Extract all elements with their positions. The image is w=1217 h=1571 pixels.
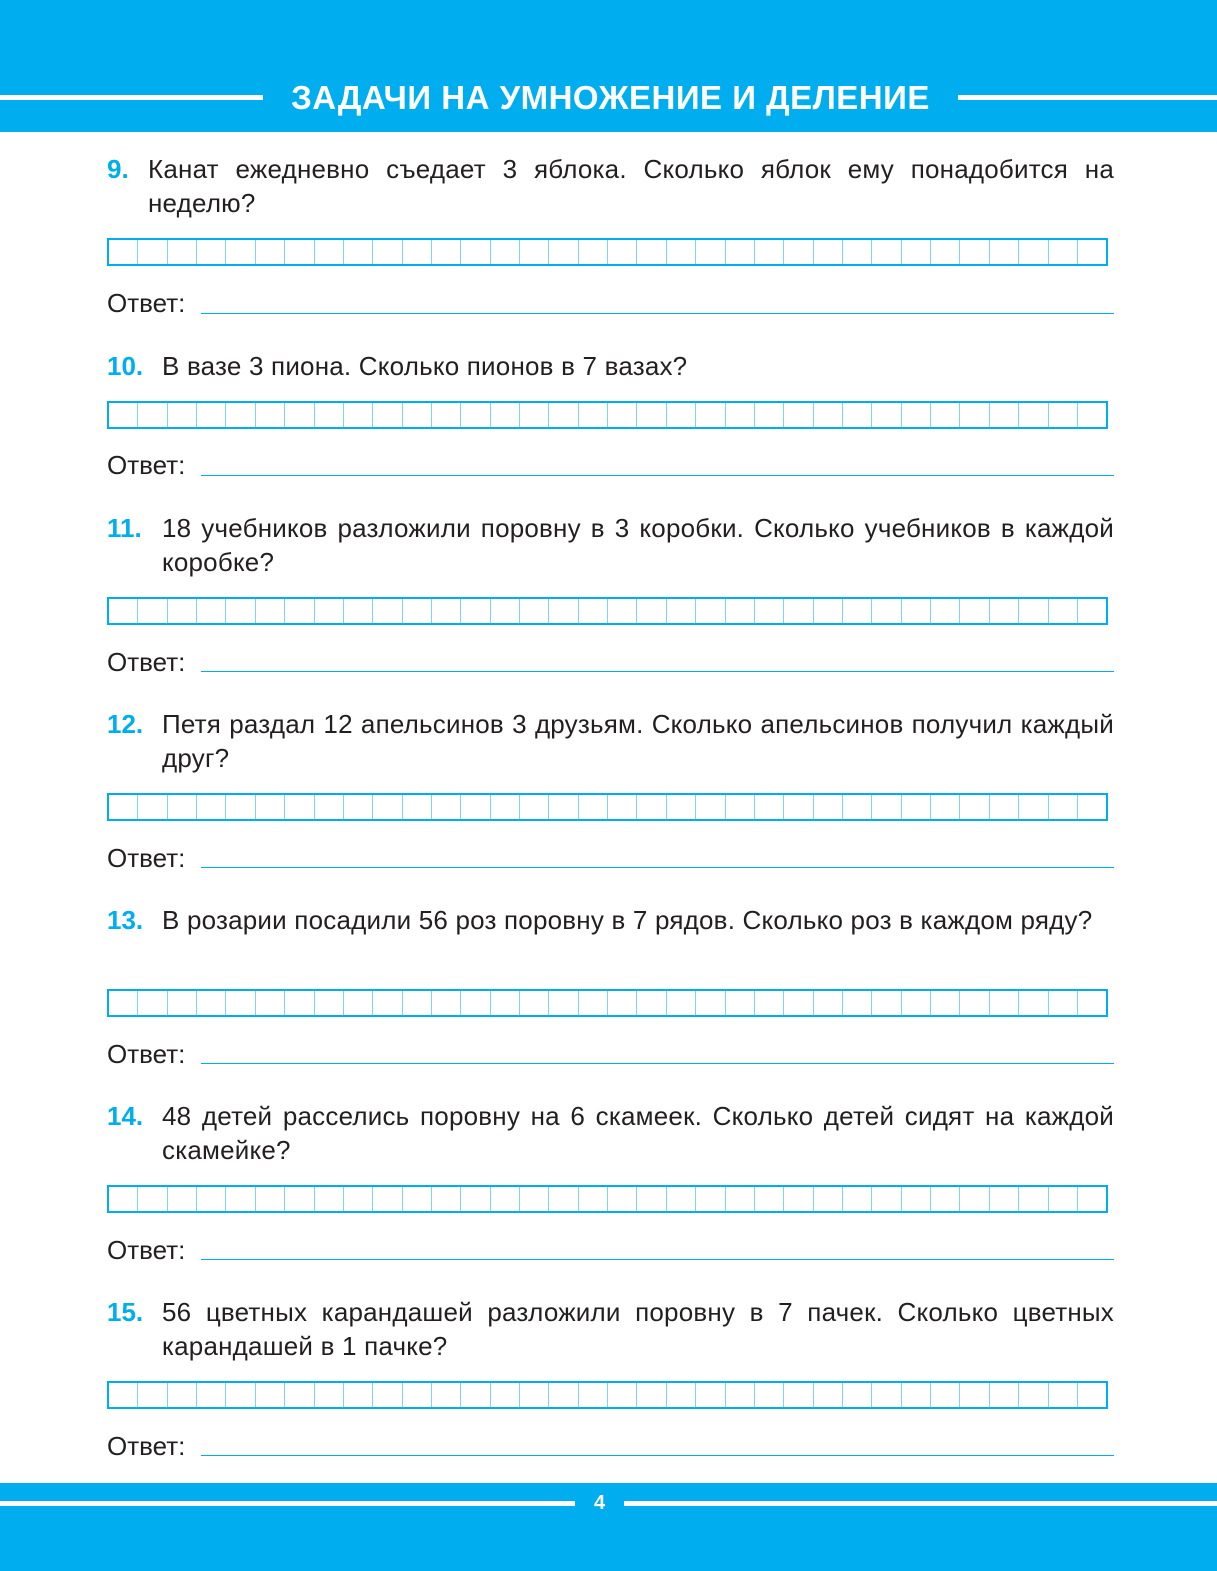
grid-cell[interactable]	[608, 1187, 637, 1211]
grid-cell[interactable]	[432, 599, 461, 623]
grid-cell[interactable]	[256, 403, 285, 427]
grid-cell[interactable]	[608, 991, 637, 1015]
grid-cell[interactable]	[667, 240, 696, 264]
grid-cell[interactable]	[608, 1383, 637, 1407]
grid-cell[interactable]	[755, 795, 784, 819]
solution-grid[interactable]	[107, 238, 1108, 266]
grid-cell[interactable]	[373, 795, 402, 819]
grid-cell[interactable]	[1049, 403, 1078, 427]
grid-cell[interactable]	[902, 991, 931, 1015]
grid-cell[interactable]	[344, 403, 373, 427]
grid-cell[interactable]	[990, 991, 1019, 1015]
grid-cell[interactable]	[931, 795, 960, 819]
grid-cell[interactable]	[285, 795, 314, 819]
grid-cell[interactable]	[1078, 1383, 1106, 1407]
grid-cell[interactable]	[667, 795, 696, 819]
grid-cell[interactable]	[1078, 599, 1106, 623]
footer-rule-left	[0, 1501, 575, 1506]
grid-cell[interactable]	[843, 1187, 872, 1211]
grid-cell[interactable]	[109, 991, 138, 1015]
grid-cell[interactable]	[549, 991, 578, 1015]
task-text: Петя раздал 12 апельсинов 3 друзьям. Сколько апельсинов получил каждый друг?	[162, 709, 1114, 773]
grid-cell[interactable]	[755, 1187, 784, 1211]
grid-cell[interactable]	[344, 1187, 373, 1211]
grid-cell[interactable]	[1019, 795, 1048, 819]
page-number: 4	[593, 1492, 606, 1514]
grid-cell[interactable]	[109, 403, 138, 427]
grid-cell[interactable]	[667, 1383, 696, 1407]
grid-cell[interactable]	[315, 795, 344, 819]
task-number: 9.	[107, 154, 129, 184]
page-footer	[0, 1483, 1217, 1571]
grid-cell[interactable]	[549, 240, 578, 264]
grid-cell[interactable]	[637, 991, 666, 1015]
grid-cell[interactable]	[1049, 1383, 1078, 1407]
grid-cell[interactable]	[637, 240, 666, 264]
grid-cell[interactable]	[960, 599, 989, 623]
grid-cell[interactable]	[990, 795, 1019, 819]
grid-cell[interactable]	[696, 403, 725, 427]
grid-cell[interactable]	[285, 240, 314, 264]
task-number: 13.	[107, 905, 144, 935]
grid-cell[interactable]	[520, 240, 549, 264]
grid-cell[interactable]	[461, 599, 490, 623]
grid-cell[interactable]	[726, 240, 755, 264]
grid-cell[interactable]	[403, 599, 432, 623]
grid-cell[interactable]	[726, 599, 755, 623]
grid-cell[interactable]	[226, 991, 255, 1015]
grid-cell[interactable]	[902, 403, 931, 427]
grid-cell[interactable]	[285, 1383, 314, 1407]
grid-cell[interactable]	[1019, 240, 1048, 264]
grid-cell[interactable]	[960, 795, 989, 819]
grid-cell[interactable]	[931, 599, 960, 623]
grid-cell[interactable]	[872, 1187, 901, 1211]
grid-cell[interactable]	[843, 403, 872, 427]
grid-cell[interactable]	[931, 403, 960, 427]
grid-cell[interactable]	[872, 240, 901, 264]
grid-cell[interactable]	[256, 240, 285, 264]
solution-grid[interactable]	[107, 597, 1108, 625]
grid-cell[interactable]	[403, 240, 432, 264]
grid-cell[interactable]	[1049, 599, 1078, 623]
task-text: В розарии посадили 56 роз поровну в 7 рядов. Сколько роз в каждом ряду?	[162, 905, 1093, 935]
grid-cell[interactable]	[549, 1383, 578, 1407]
grid-cell[interactable]	[696, 1383, 725, 1407]
grid-cell[interactable]	[315, 991, 344, 1015]
grid-cell[interactable]	[608, 795, 637, 819]
grid-cell[interactable]	[1019, 1187, 1048, 1211]
grid-cell[interactable]	[872, 599, 901, 623]
grid-cell[interactable]	[960, 1383, 989, 1407]
solution-grid[interactable]	[107, 401, 1108, 429]
grid-cell[interactable]	[814, 1187, 843, 1211]
grid-cell[interactable]	[432, 403, 461, 427]
answer-line[interactable]	[201, 1259, 1114, 1260]
answer-line[interactable]	[201, 1063, 1114, 1064]
grid-cell[interactable]	[1078, 991, 1106, 1015]
grid-cell[interactable]	[726, 403, 755, 427]
grid-cell[interactable]	[814, 1383, 843, 1407]
grid-cell[interactable]	[667, 403, 696, 427]
grid-cell[interactable]	[373, 1383, 402, 1407]
task-12	[0, 707, 1217, 897]
grid-cell[interactable]	[168, 1383, 197, 1407]
grid-cell[interactable]	[784, 403, 813, 427]
grid-cell[interactable]	[461, 991, 490, 1015]
answer-label: Ответ:	[107, 647, 186, 677]
grid-cell[interactable]	[491, 240, 520, 264]
task-14	[0, 1099, 1217, 1289]
grid-cell[interactable]	[637, 599, 666, 623]
grid-cell[interactable]	[168, 1187, 197, 1211]
page-title: ЗАДАЧИ НА УМНОЖЕНИЕ И ДЕЛЕНИЕ	[291, 79, 930, 116]
grid-cell[interactable]	[755, 1383, 784, 1407]
grid-cell[interactable]	[726, 795, 755, 819]
grid-cell[interactable]	[138, 403, 167, 427]
grid-cell[interactable]	[549, 1187, 578, 1211]
grid-cell[interactable]	[197, 403, 226, 427]
grid-cell[interactable]	[432, 1187, 461, 1211]
grid-cell[interactable]	[138, 1383, 167, 1407]
grid-cell[interactable]	[461, 1383, 490, 1407]
grid-cell[interactable]	[608, 403, 637, 427]
grid-cell[interactable]	[1078, 403, 1106, 427]
grid-cell[interactable]	[784, 240, 813, 264]
grid-cell[interactable]	[432, 991, 461, 1015]
answer-label: Ответ:	[107, 1235, 186, 1265]
grid-cell[interactable]	[520, 403, 549, 427]
grid-cell[interactable]	[1049, 240, 1078, 264]
grid-cell[interactable]	[256, 795, 285, 819]
grid-cell[interactable]	[696, 1187, 725, 1211]
grid-cell[interactable]	[168, 403, 197, 427]
grid-cell[interactable]	[344, 240, 373, 264]
grid-cell[interactable]	[256, 599, 285, 623]
grid-cell[interactable]	[667, 599, 696, 623]
task-text: В вазе 3 пиона. Сколько пионов в 7 вазах?	[162, 351, 688, 381]
task-number: 11.	[107, 513, 142, 543]
grid-cell[interactable]	[579, 991, 608, 1015]
grid-cell[interactable]	[315, 1187, 344, 1211]
grid-cell[interactable]	[344, 599, 373, 623]
grid-cell[interactable]	[168, 795, 197, 819]
answer-label: Ответ:	[107, 843, 186, 873]
task-text: Канат ежедневно съедает 3 яблока. Сколько яблок ему понадобится на неделю?	[148, 154, 1114, 218]
grid-cell[interactable]	[755, 599, 784, 623]
grid-cell[interactable]	[491, 991, 520, 1015]
grid-cell[interactable]	[755, 991, 784, 1015]
grid-cell[interactable]	[109, 795, 138, 819]
grid-cell[interactable]	[990, 1383, 1019, 1407]
grid-cell[interactable]	[109, 1187, 138, 1211]
grid-cell[interactable]	[344, 795, 373, 819]
grid-cell[interactable]	[315, 240, 344, 264]
grid-cell[interactable]	[755, 403, 784, 427]
grid-cell[interactable]	[491, 1383, 520, 1407]
grid-cell[interactable]	[461, 240, 490, 264]
page-header	[0, 0, 1217, 132]
grid-cell[interactable]	[373, 599, 402, 623]
grid-cell[interactable]	[403, 1187, 432, 1211]
grid-cell[interactable]	[315, 599, 344, 623]
grid-cell[interactable]	[549, 403, 578, 427]
grid-cell[interactable]	[315, 1383, 344, 1407]
grid-cell[interactable]	[579, 1187, 608, 1211]
grid-cell[interactable]	[931, 240, 960, 264]
grid-cell[interactable]	[373, 991, 402, 1015]
grid-cell[interactable]	[1019, 1383, 1048, 1407]
grid-cell[interactable]	[960, 240, 989, 264]
grid-cell[interactable]	[814, 403, 843, 427]
grid-cell[interactable]	[1049, 1187, 1078, 1211]
grid-cell[interactable]	[726, 1383, 755, 1407]
grid-cell[interactable]	[168, 991, 197, 1015]
grid-cell[interactable]	[755, 240, 784, 264]
grid-cell[interactable]	[256, 1187, 285, 1211]
task-text: 56 цветных карандашей разложили поровну в 7 пачек. Сколько цветных карандашей в 1 пачке?	[162, 1297, 1114, 1361]
grid-cell[interactable]	[990, 240, 1019, 264]
grid-cell[interactable]	[520, 991, 549, 1015]
header-rule-left	[0, 95, 263, 100]
grid-cell[interactable]	[637, 1383, 666, 1407]
grid-cell[interactable]	[285, 403, 314, 427]
grid-cell[interactable]	[256, 991, 285, 1015]
grid-cell[interactable]	[990, 599, 1019, 623]
grid-cell[interactable]	[931, 1383, 960, 1407]
grid-cell[interactable]	[814, 240, 843, 264]
grid-cell[interactable]	[226, 599, 255, 623]
grid-cell[interactable]	[843, 599, 872, 623]
grid-cell[interactable]	[226, 240, 255, 264]
grid-cell[interactable]	[1078, 240, 1106, 264]
grid-cell[interactable]	[960, 403, 989, 427]
grid-cell[interactable]	[403, 795, 432, 819]
grid-cell[interactable]	[990, 403, 1019, 427]
grid-cell[interactable]	[872, 403, 901, 427]
grid-cell[interactable]	[931, 991, 960, 1015]
grid-cell[interactable]	[1078, 1187, 1106, 1211]
grid-cell[interactable]	[872, 991, 901, 1015]
grid-cell[interactable]	[960, 1187, 989, 1211]
grid-cell[interactable]	[784, 795, 813, 819]
grid-cell[interactable]	[608, 599, 637, 623]
grid-cell[interactable]	[902, 1383, 931, 1407]
grid-cell[interactable]	[197, 1383, 226, 1407]
task-11	[0, 511, 1217, 701]
grid-cell[interactable]	[931, 1187, 960, 1211]
grid-cell[interactable]	[696, 795, 725, 819]
task-number: 10.	[107, 351, 144, 381]
grid-cell[interactable]	[1019, 991, 1048, 1015]
grid-cell[interactable]	[637, 795, 666, 819]
grid-cell[interactable]	[520, 599, 549, 623]
grid-cell[interactable]	[1049, 795, 1078, 819]
grid-cell[interactable]	[843, 991, 872, 1015]
grid-cell[interactable]	[226, 1187, 255, 1211]
task-9	[0, 152, 1217, 342]
grid-cell[interactable]	[138, 1187, 167, 1211]
answer-line[interactable]	[201, 1455, 1114, 1456]
grid-cell[interactable]	[902, 240, 931, 264]
grid-cell[interactable]	[1019, 403, 1048, 427]
grid-cell[interactable]	[491, 795, 520, 819]
grid-cell[interactable]	[109, 240, 138, 264]
solution-grid[interactable]	[107, 793, 1108, 821]
grid-cell[interactable]	[872, 795, 901, 819]
grid-cell[interactable]	[197, 240, 226, 264]
answer-line[interactable]	[201, 671, 1114, 672]
footer-rule-right	[624, 1501, 1217, 1506]
grid-cell[interactable]	[902, 795, 931, 819]
grid-cell[interactable]	[226, 1383, 255, 1407]
grid-cell[interactable]	[138, 240, 167, 264]
grid-cell[interactable]	[168, 240, 197, 264]
grid-cell[interactable]	[902, 1187, 931, 1211]
grid-cell[interactable]	[109, 1383, 138, 1407]
grid-cell[interactable]	[696, 240, 725, 264]
grid-cell[interactable]	[520, 1187, 549, 1211]
grid-cell[interactable]	[315, 403, 344, 427]
grid-cell[interactable]	[461, 403, 490, 427]
answer-line[interactable]	[201, 867, 1114, 868]
task-number: 14.	[107, 1101, 144, 1131]
grid-cell[interactable]	[579, 240, 608, 264]
grid-cell[interactable]	[726, 991, 755, 1015]
grid-cell[interactable]	[197, 991, 226, 1015]
grid-cell[interactable]	[902, 599, 931, 623]
grid-cell[interactable]	[432, 240, 461, 264]
grid-cell[interactable]	[608, 240, 637, 264]
grid-cell[interactable]	[637, 403, 666, 427]
grid-cell[interactable]	[109, 599, 138, 623]
grid-cell[interactable]	[579, 599, 608, 623]
grid-cell[interactable]	[285, 1187, 314, 1211]
answer-label: Ответ:	[107, 1039, 186, 1069]
grid-cell[interactable]	[784, 1383, 813, 1407]
grid-cell[interactable]	[168, 599, 197, 623]
grid-cell[interactable]	[579, 403, 608, 427]
grid-cell[interactable]	[843, 1383, 872, 1407]
grid-cell[interactable]	[579, 795, 608, 819]
grid-cell[interactable]	[403, 403, 432, 427]
task-text: 48 детей расселись поровну на 6 скамеек. Сколько детей сидят на каждой скамейке?	[162, 1101, 1114, 1165]
grid-cell[interactable]	[667, 1187, 696, 1211]
grid-cell[interactable]	[843, 240, 872, 264]
grid-cell[interactable]	[432, 795, 461, 819]
grid-cell[interactable]	[138, 795, 167, 819]
task-number: 15.	[107, 1297, 144, 1327]
grid-cell[interactable]	[373, 403, 402, 427]
answer-line[interactable]	[201, 313, 1114, 314]
grid-cell[interactable]	[520, 1383, 549, 1407]
header-rule-right	[958, 95, 1217, 100]
grid-cell[interactable]	[872, 1383, 901, 1407]
solution-grid[interactable]	[107, 989, 1108, 1017]
grid-cell[interactable]	[256, 1383, 285, 1407]
grid-cell[interactable]	[138, 599, 167, 623]
grid-cell[interactable]	[226, 795, 255, 819]
answer-line[interactable]	[201, 475, 1114, 476]
grid-cell[interactable]	[784, 991, 813, 1015]
grid-cell[interactable]	[138, 991, 167, 1015]
grid-cell[interactable]	[637, 1187, 666, 1211]
grid-cell[interactable]	[549, 795, 578, 819]
grid-cell[interactable]	[403, 1383, 432, 1407]
grid-cell[interactable]	[814, 991, 843, 1015]
grid-cell[interactable]	[197, 599, 226, 623]
grid-cell[interactable]	[197, 795, 226, 819]
grid-cell[interactable]	[285, 991, 314, 1015]
grid-cell[interactable]	[990, 1187, 1019, 1211]
grid-cell[interactable]	[814, 599, 843, 623]
task-13	[0, 903, 1217, 1093]
grid-cell[interactable]	[461, 795, 490, 819]
task-15	[0, 1295, 1217, 1485]
answer-label: Ответ:	[107, 450, 186, 480]
solution-grid[interactable]	[107, 1381, 1108, 1409]
grid-cell[interactable]	[784, 599, 813, 623]
grid-cell[interactable]	[960, 991, 989, 1015]
grid-cell[interactable]	[491, 1187, 520, 1211]
grid-cell[interactable]	[726, 1187, 755, 1211]
grid-cell[interactable]	[579, 1383, 608, 1407]
grid-cell[interactable]	[814, 795, 843, 819]
grid-cell[interactable]	[1049, 991, 1078, 1015]
grid-cell[interactable]	[285, 599, 314, 623]
grid-cell[interactable]	[520, 795, 549, 819]
grid-cell[interactable]	[696, 991, 725, 1015]
task-text: 18 учебников разложили поровну в 3 коробки. Сколько учебников в каждой коробке?	[162, 513, 1114, 577]
grid-cell[interactable]	[197, 1187, 226, 1211]
grid-cell[interactable]	[784, 1187, 813, 1211]
grid-cell[interactable]	[549, 599, 578, 623]
answer-label: Ответ:	[107, 1431, 186, 1461]
grid-cell[interactable]	[373, 1187, 402, 1211]
grid-cell[interactable]	[226, 403, 255, 427]
grid-cell[interactable]	[491, 403, 520, 427]
solution-grid[interactable]	[107, 1185, 1108, 1213]
grid-cell[interactable]	[843, 795, 872, 819]
grid-cell[interactable]	[1019, 599, 1048, 623]
grid-cell[interactable]	[667, 991, 696, 1015]
grid-cell[interactable]	[344, 1383, 373, 1407]
answer-label: Ответ:	[107, 288, 186, 318]
grid-cell[interactable]	[491, 599, 520, 623]
task-number: 12.	[107, 709, 144, 739]
grid-cell[interactable]	[461, 1187, 490, 1211]
grid-cell[interactable]	[1078, 795, 1106, 819]
grid-cell[interactable]	[696, 599, 725, 623]
grid-cell[interactable]	[373, 240, 402, 264]
grid-cell[interactable]	[403, 991, 432, 1015]
grid-cell[interactable]	[432, 1383, 461, 1407]
grid-cell[interactable]	[344, 991, 373, 1015]
